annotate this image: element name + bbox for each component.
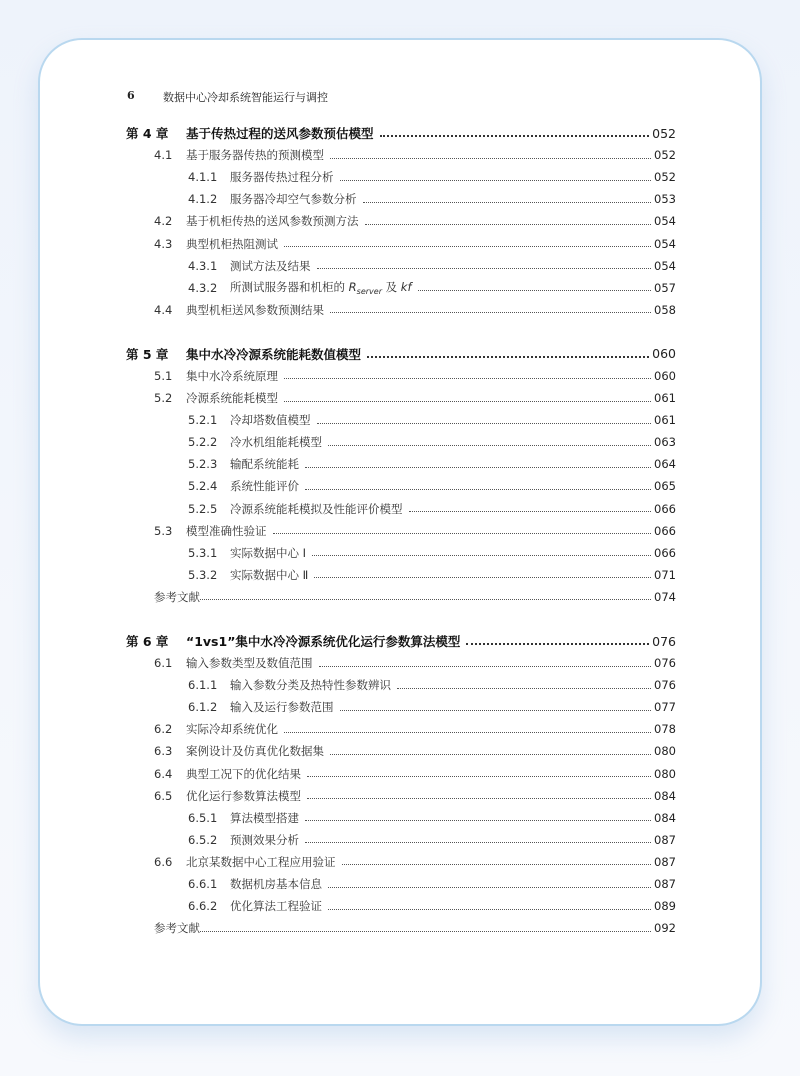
- subsection-number: 5.2.1: [188, 413, 218, 428]
- toc-references[interactable]: [126, 586, 676, 608]
- dot-leader: [312, 555, 651, 556]
- toc-subsection[interactable]: [126, 564, 676, 586]
- dot-leader: [328, 909, 651, 910]
- page-ref: 053: [654, 192, 676, 207]
- section-title: 冷源系统能耗模型: [186, 391, 278, 406]
- section-number: 4.4: [154, 302, 173, 317]
- section-number: 5.3: [154, 523, 173, 538]
- section-number: 5.1: [154, 368, 173, 383]
- dot-leader: [307, 798, 651, 799]
- dot-leader: [200, 931, 651, 932]
- toc-section[interactable]: [126, 365, 676, 387]
- section-number: 6.6: [154, 854, 173, 869]
- subsection-number: 6.6.2: [188, 899, 218, 914]
- page-ref: 077: [654, 700, 676, 715]
- subsection-number: 5.3.2: [188, 567, 218, 582]
- toc-section[interactable]: [126, 520, 676, 542]
- dot-leader: [330, 158, 651, 159]
- page-ref: 076: [654, 656, 676, 671]
- toc-subsection[interactable]: [126, 498, 676, 520]
- page-ref: 087: [654, 832, 676, 847]
- subsection-number: 5.2.2: [188, 435, 218, 450]
- page-ref: 092: [654, 921, 676, 936]
- toc-section[interactable]: [126, 387, 676, 409]
- toc-section[interactable]: [126, 785, 676, 807]
- subsection-title: 系统性能评价: [230, 479, 299, 494]
- section-number: 4.2: [154, 214, 173, 229]
- toc-subsection[interactable]: [126, 895, 676, 917]
- toc-subsection[interactable]: [126, 807, 676, 829]
- subsection-title: 输配系统能耗: [230, 457, 299, 472]
- page-ref: 054: [654, 236, 676, 251]
- dot-leader: [363, 202, 652, 203]
- dot-leader: [330, 312, 651, 313]
- toc-references[interactable]: [126, 917, 676, 939]
- dot-leader: [365, 224, 652, 225]
- dot-leader: [284, 401, 651, 402]
- toc-subsection[interactable]: [126, 674, 676, 696]
- page-ref: 057: [654, 280, 676, 295]
- dot-leader: [200, 599, 651, 600]
- subsection-number: 4.3.2: [188, 280, 218, 295]
- page-ref: 080: [654, 744, 676, 759]
- subsection-title: 冷水机组能耗模型: [230, 435, 322, 450]
- subsection-title: 测试方法及结果: [230, 258, 311, 273]
- page-ref: 052: [654, 170, 676, 185]
- toc-chapter-5[interactable]: [126, 343, 676, 365]
- subsection-number: 5.2.4: [188, 479, 218, 494]
- page-ref: 066: [654, 501, 676, 516]
- dot-leader: [317, 268, 652, 269]
- dot-leader: [305, 489, 651, 490]
- page-ref: 087: [654, 854, 676, 869]
- section-number: 6.4: [154, 766, 173, 781]
- chapter-number: 第 6 章: [126, 634, 169, 650]
- page-ref: 065: [654, 479, 676, 494]
- dot-leader: [305, 467, 651, 468]
- references-title: 参考文献: [154, 921, 200, 936]
- page-ref: 066: [654, 523, 676, 538]
- page-ref: 060: [654, 368, 676, 383]
- subsection-number: 6.1.2: [188, 700, 218, 715]
- chapter-number: 第 4 章: [126, 126, 169, 142]
- symbol-subscript: server: [356, 287, 382, 297]
- toc-subsection[interactable]: [126, 188, 676, 210]
- dot-leader: [328, 887, 651, 888]
- toc-subsection[interactable]: [126, 453, 676, 475]
- chapter-title: 基于传热过程的送风参数预估模型: [186, 126, 374, 142]
- toc-section[interactable]: [126, 232, 676, 254]
- page-ref: 058: [654, 302, 676, 317]
- subsection-title: 实际数据中心 Ⅱ: [230, 567, 309, 582]
- page-ref: 089: [654, 899, 676, 914]
- dot-leader: [305, 820, 651, 821]
- toc-section[interactable]: [126, 652, 676, 674]
- page-ref: 071: [654, 567, 676, 582]
- toc-subsection[interactable]: [126, 475, 676, 497]
- page-ref: 060: [652, 346, 676, 362]
- toc-subsection[interactable]: [126, 696, 676, 718]
- dot-leader: [340, 710, 652, 711]
- toc-subsection[interactable]: [126, 255, 676, 277]
- dot-leader: [284, 246, 651, 247]
- toc-chapter-4[interactable]: [126, 122, 676, 144]
- toc-section[interactable]: [126, 851, 676, 873]
- subsection-title: 实际数据中心 Ⅰ: [230, 545, 307, 560]
- section-number: 6.1: [154, 656, 173, 671]
- page-ref: 064: [654, 457, 676, 472]
- section-number: 4.1: [154, 148, 173, 163]
- symbol-r: R: [348, 280, 357, 295]
- dot-leader: [418, 290, 652, 291]
- references-title: 参考文献: [154, 589, 200, 604]
- dot-leader: [367, 356, 649, 358]
- section-number: 6.3: [154, 744, 173, 759]
- subsection-title: 输入及运行参数范围: [230, 700, 334, 715]
- toc-section[interactable]: [126, 740, 676, 762]
- subsection-title: 冷源系统能耗模拟及性能评价模型: [230, 501, 403, 516]
- subsection-number: 5.2.5: [188, 501, 218, 516]
- subsection-title: 预测效果分析: [230, 832, 299, 847]
- section-number: 4.3: [154, 236, 173, 251]
- page-ref: 076: [652, 633, 676, 649]
- section-title: 案例设计及仿真优化数据集: [186, 744, 324, 759]
- title-text: 及: [381, 280, 401, 295]
- toc-chapter-6[interactable]: [126, 630, 676, 652]
- dot-leader: [328, 445, 651, 446]
- page-ref: 076: [654, 678, 676, 693]
- subsection-number: 6.5.2: [188, 832, 218, 847]
- page-ref: 066: [654, 545, 676, 560]
- subsection-number: 5.2.3: [188, 457, 218, 472]
- toc-subsection[interactable]: [126, 166, 676, 188]
- dot-leader: [397, 688, 651, 689]
- section-title: 模型准确性验证: [186, 523, 267, 538]
- dot-leader: [342, 864, 652, 865]
- section-title: 基于机柜传热的送风参数预测方法: [186, 214, 359, 229]
- section-title: 优化运行参数算法模型: [186, 788, 301, 803]
- dot-leader: [466, 643, 649, 645]
- subsection-number: 5.3.1: [188, 545, 218, 560]
- title-text: 所测试服务器和机柜的: [230, 280, 349, 295]
- dot-leader: [273, 533, 652, 534]
- subsection-number: 4.1.2: [188, 192, 218, 207]
- subsection-title: 输入参数分类及热特性参数辨识: [230, 678, 391, 693]
- subsection-title: 服务器冷却空气参数分析: [230, 192, 357, 207]
- table-of-contents: [126, 122, 676, 939]
- subsection-title: 数据机房基本信息: [230, 877, 322, 892]
- section-number: 6.5: [154, 788, 173, 803]
- page-ref: 084: [654, 788, 676, 803]
- toc-section[interactable]: [126, 144, 676, 166]
- page-ref: 074: [654, 589, 676, 604]
- dot-leader: [284, 378, 651, 379]
- section-title: 北京某数据中心工程应用验证: [186, 854, 336, 869]
- dot-leader: [307, 776, 651, 777]
- dot-leader: [317, 423, 652, 424]
- page-ref: 052: [652, 125, 676, 141]
- subsection-title: [230, 279, 412, 296]
- dot-leader: [380, 135, 650, 137]
- page-ref: 061: [654, 413, 676, 428]
- toc-subsection[interactable]: [126, 873, 676, 895]
- book-title: 数据中心冷却系统智能运行与调控: [163, 91, 328, 104]
- toc-section[interactable]: [126, 763, 676, 785]
- dot-leader: [409, 511, 652, 512]
- page-ref: 054: [654, 258, 676, 273]
- subsection-title: 服务器传热过程分析: [230, 170, 334, 185]
- subsection-number: 4.1.1: [188, 170, 218, 185]
- dot-leader: [314, 577, 651, 578]
- section-title: 典型工况下的优化结果: [186, 766, 301, 781]
- dot-leader: [330, 754, 651, 755]
- dot-leader: [340, 180, 652, 181]
- chapter-number: 第 5 章: [126, 346, 169, 362]
- section-title: 集中水冷系统原理: [186, 368, 278, 383]
- section-number: 5.2: [154, 391, 173, 406]
- section-number: 6.2: [154, 722, 173, 737]
- page-ref: 054: [654, 214, 676, 229]
- subsection-number: 4.3.1: [188, 258, 218, 273]
- page-ref: 052: [654, 148, 676, 163]
- dot-leader: [305, 842, 651, 843]
- subsection-title: 冷却塔数值模型: [230, 413, 311, 428]
- running-header: [127, 89, 328, 104]
- subsection-number: 6.1.1: [188, 678, 218, 693]
- toc-subsection[interactable]: [126, 431, 676, 453]
- subsection-number: 6.6.1: [188, 877, 218, 892]
- symbol-kf: kf: [400, 280, 412, 295]
- page-number: 6: [127, 89, 135, 102]
- chapter-title: “1vs1”集中水冷冷源系统优化运行参数算法模型: [186, 634, 461, 650]
- subsection-title: 优化算法工程验证: [230, 899, 322, 914]
- section-title: 典型机柜送风参数预测结果: [186, 302, 324, 317]
- section-title: 基于服务器传热的预测模型: [186, 148, 324, 163]
- page-ref: 087: [654, 877, 676, 892]
- subsection-number: 6.5.1: [188, 810, 218, 825]
- section-title: 典型机柜热阻测试: [186, 236, 278, 251]
- subsection-title: 算法模型搭建: [230, 810, 299, 825]
- toc-subsection[interactable]: [126, 409, 676, 431]
- toc-section[interactable]: [126, 210, 676, 232]
- page-ref: 084: [654, 810, 676, 825]
- page-ref: 063: [654, 435, 676, 450]
- toc-section[interactable]: [126, 299, 676, 321]
- page-ref: 061: [654, 391, 676, 406]
- section-title: 实际冷却系统优化: [186, 722, 278, 737]
- dot-leader: [319, 666, 652, 667]
- toc-subsection[interactable]: [126, 277, 676, 299]
- toc-subsection[interactable]: [126, 829, 676, 851]
- section-title: 输入参数类型及数值范围: [186, 656, 313, 671]
- toc-section[interactable]: [126, 718, 676, 740]
- page-ref: 078: [654, 722, 676, 737]
- dot-leader: [284, 732, 651, 733]
- toc-subsection[interactable]: [126, 542, 676, 564]
- chapter-title: 集中水冷冷源系统能耗数值模型: [186, 346, 362, 362]
- page-ref: 080: [654, 766, 676, 781]
